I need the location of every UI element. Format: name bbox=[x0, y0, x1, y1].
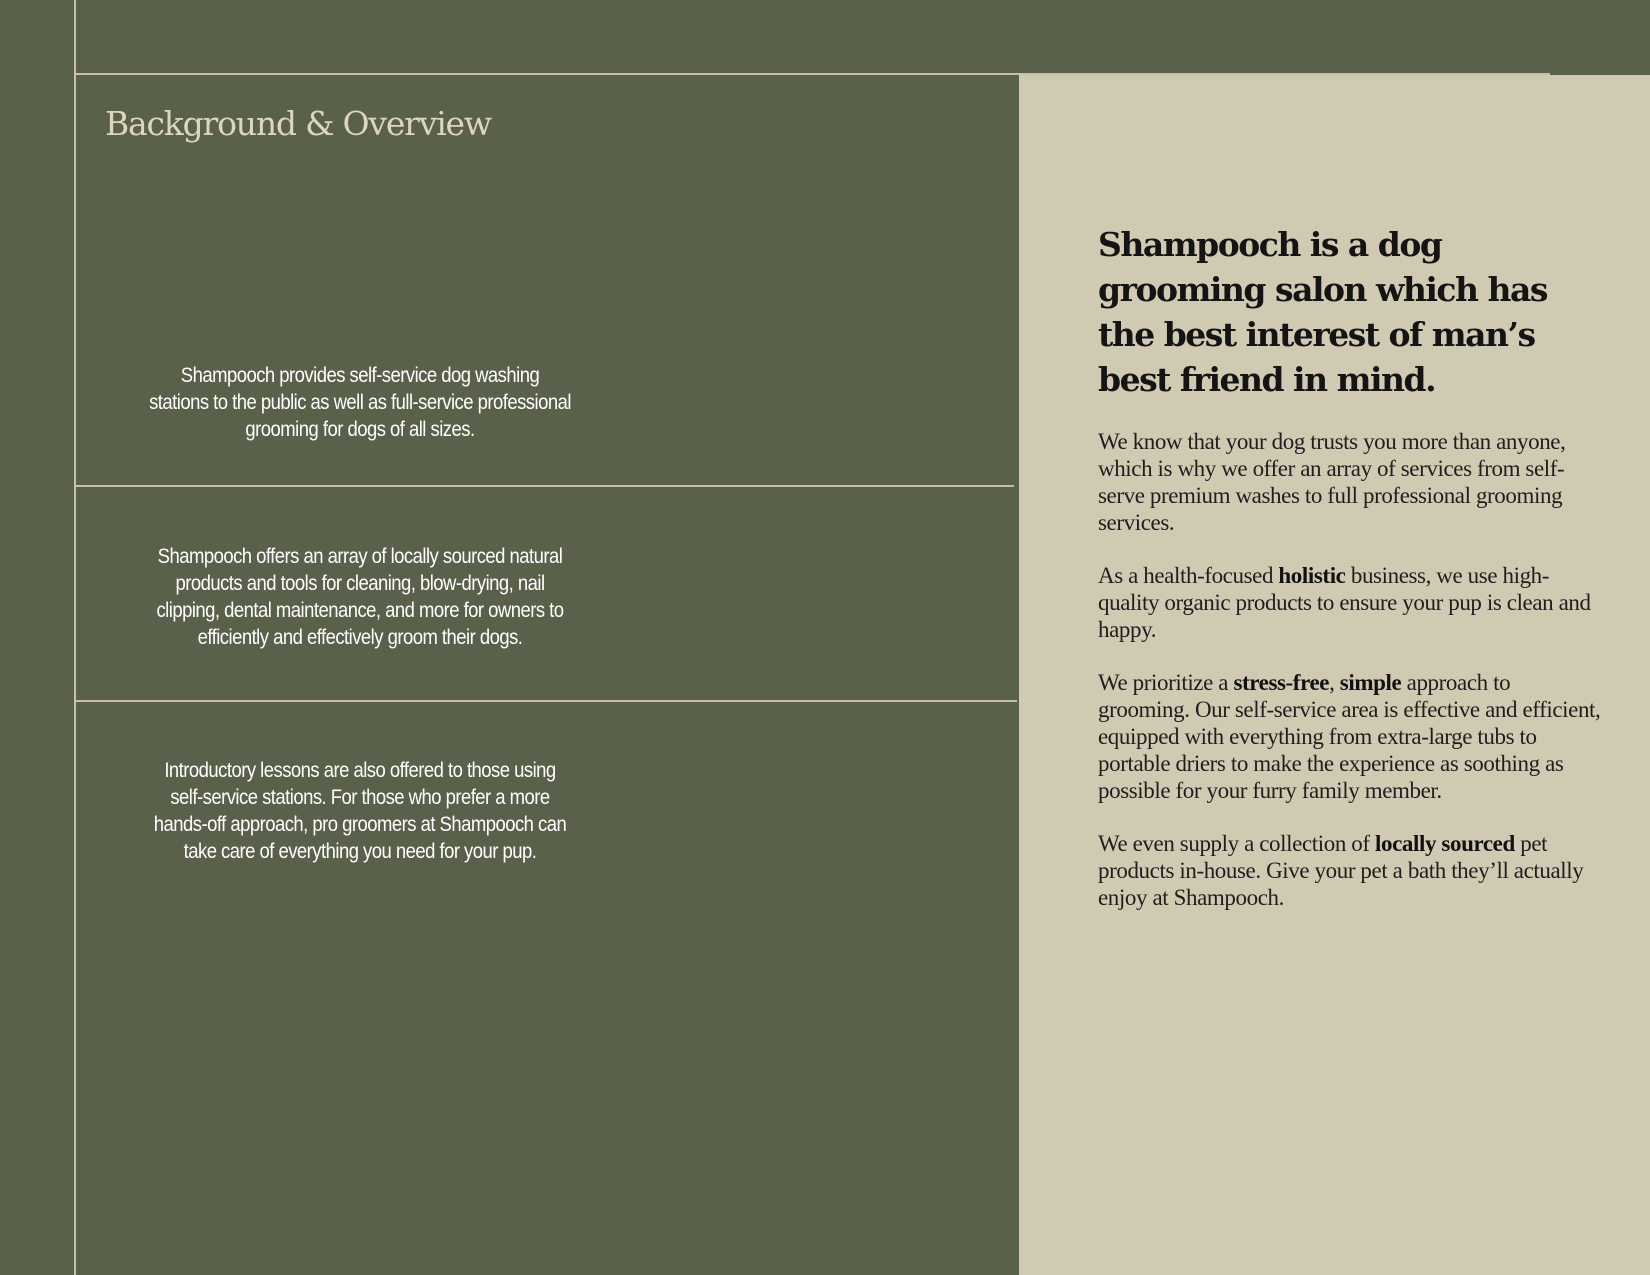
feature-text-self-service: Shampooch provides self-service dog washing stations to the public as well as full-service professional grooming for dogs of all sizes. bbox=[149, 364, 571, 441]
emphasis-holistic: holistic bbox=[1278, 563, 1346, 588]
emphasis-stress-free: stress-free bbox=[1233, 670, 1330, 695]
panel-text: We prioritize a bbox=[1098, 670, 1234, 695]
section-divider bbox=[76, 700, 1017, 702]
left-margin-rule bbox=[74, 0, 76, 1275]
panel-paragraph-trust: We know that your dog trusts you more than anyone, which is why we offer an array of services from self-serve premium washes to full professional grooming services. bbox=[1098, 429, 1566, 535]
section-divider bbox=[76, 485, 1014, 487]
feature-text-lessons: Introductory lessons are also offered to those using self-service stations. For those who prefer a more hands-off approach, pro groomers at Shampooch can take care of everything you need for your pup. bbox=[153, 759, 567, 863]
emphasis-locally-sourced: locally sourced bbox=[1375, 831, 1515, 856]
panel-paragraph-holistic bbox=[1098, 562, 1603, 643]
panel-text: As a health-focused bbox=[1098, 563, 1279, 588]
panel-text: pet products in-house. Give your pet a bath they’ll actually enjoy at Shampooch. bbox=[1098, 831, 1584, 910]
section-title: Background & Overview bbox=[105, 104, 491, 143]
feature-text-products: Shampooch offers an array of locally sourced natural products and tools for cleaning, blow-drying, nail clipping, dental maintenance, and more for owners to efficiently and effectively groom their dogs. bbox=[156, 545, 564, 649]
panel-text: business, we use high-quality organic products to ensure your pup is clean and happy. bbox=[1098, 563, 1591, 642]
emphasis-simple: simple bbox=[1339, 670, 1402, 695]
panel-headline: Shampooch is a dog grooming salon which has the best interest of man’s best friend in mind. bbox=[1098, 225, 1547, 399]
panel-paragraph-products bbox=[1098, 830, 1603, 911]
about-panel-content bbox=[1098, 222, 1603, 937]
panel-text: , bbox=[1329, 670, 1340, 695]
panel-text: We even supply a collection of bbox=[1098, 831, 1375, 856]
panel-paragraph-approach bbox=[1098, 669, 1603, 804]
panel-text: approach to grooming. Our self-service area is effective and efficient, equipped with everything from extra-large tubs to portable driers to make the experience as soothing as possible for your furry family member. bbox=[1098, 670, 1601, 803]
